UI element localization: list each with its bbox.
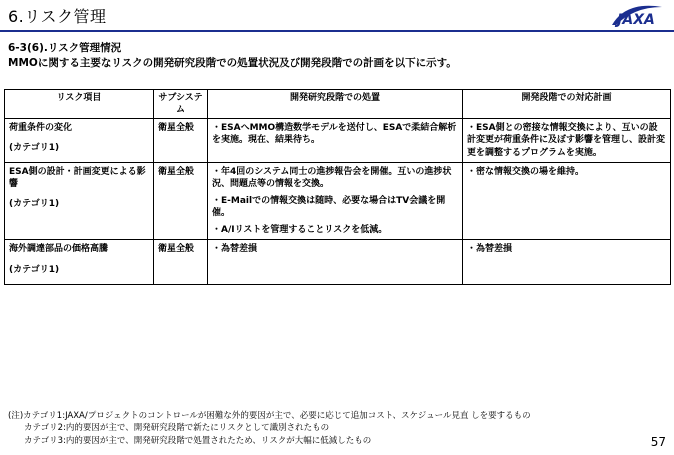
header-research-measures: 開発研究段階での処置	[208, 90, 463, 119]
section-subtitle: 6-3(6).リスク管理情況	[8, 42, 122, 54]
footnote-line: カテゴリ2:内的要因が主で、開発研究段階で新たにリスクとして識別されたもの	[24, 423, 330, 434]
subsystem-cell: 衛星全般	[154, 240, 208, 285]
table-row	[5, 119, 671, 162]
measures-cell	[208, 162, 463, 240]
risk-name: ESA側の設計・計画変更による影響	[9, 166, 146, 189]
logo-text: JAXA	[617, 12, 655, 28]
table-row	[5, 162, 671, 240]
subsystem-cell: 衛星全般	[154, 162, 208, 240]
measure-item: ・ESAへMMO構造数学モデルを送付し、ESAで柔結合解析を実施。現在、結果待ち。	[212, 123, 457, 146]
risk-category: (カテゴリ1)	[9, 264, 60, 275]
plan-item: ・為替差損	[467, 244, 513, 255]
footnote-line: カテゴリ3:内的要因が主で、開発研究段階で処置されたため、リスクが大幅に低減したもの	[24, 435, 372, 446]
measures-cell	[208, 240, 463, 285]
header-subsystem: サブシステム	[154, 90, 208, 119]
subsystem-cell: 衛星全般	[154, 119, 208, 162]
plans-cell	[463, 119, 671, 162]
header-divider	[0, 30, 674, 32]
table-row	[5, 240, 671, 285]
header-development-plan: 開発段階での対応計画	[463, 90, 671, 119]
page-title: 6.リスク管理	[8, 7, 107, 26]
risk-category: (カテゴリ1)	[9, 143, 60, 154]
risk-cell	[5, 162, 154, 240]
footnote-line: (注)カテゴリ1:JAXA/プロジェクトのコントロールが困難な外的要因が主で、必要に応じて追加コスト、スケジュール見直 しを要するもの	[8, 411, 531, 421]
page-number: 57	[650, 435, 666, 449]
measures-cell	[208, 119, 463, 162]
risk-table	[4, 89, 671, 285]
section-intro: MMOに関する主要なリスクの開発研究段階での処置状況及び開発段階での計画を以下に示す。	[8, 57, 457, 69]
jaxa-logo	[606, 3, 666, 29]
footnote	[8, 410, 531, 447]
header-risk-item: リスク項目	[5, 90, 154, 119]
measure-item: ・為替差損	[212, 244, 258, 255]
measure-item: ・E-Mailでの情報交換は随時、必要な場合はTV会議を開催。	[212, 195, 446, 219]
table-header-row	[5, 90, 671, 119]
plan-item: ・ESA側との密接な情報交換により、互いの設計変更が荷重条件に及ぼす影響を管理し、設計変更を調整するプログラムを実施。	[467, 123, 666, 158]
measure-item: ・年4回のシステム同士の進捗報告会を開催。互いの進捗状況、問題点等の情報を交換。	[212, 166, 452, 189]
risk-cell	[5, 240, 154, 285]
measure-item: ・A/Iリストを管理することリスクを低減。	[212, 225, 388, 236]
risk-name: 荷重条件の変化	[9, 123, 73, 134]
plan-item: ・密な情報交換の場を維持。	[467, 166, 585, 177]
risk-category: (カテゴリ1)	[9, 198, 60, 209]
risk-cell	[5, 119, 154, 162]
plans-cell	[463, 162, 671, 240]
risk-name: 海外調達部品の価格高騰	[9, 244, 109, 255]
plans-cell	[463, 240, 671, 285]
